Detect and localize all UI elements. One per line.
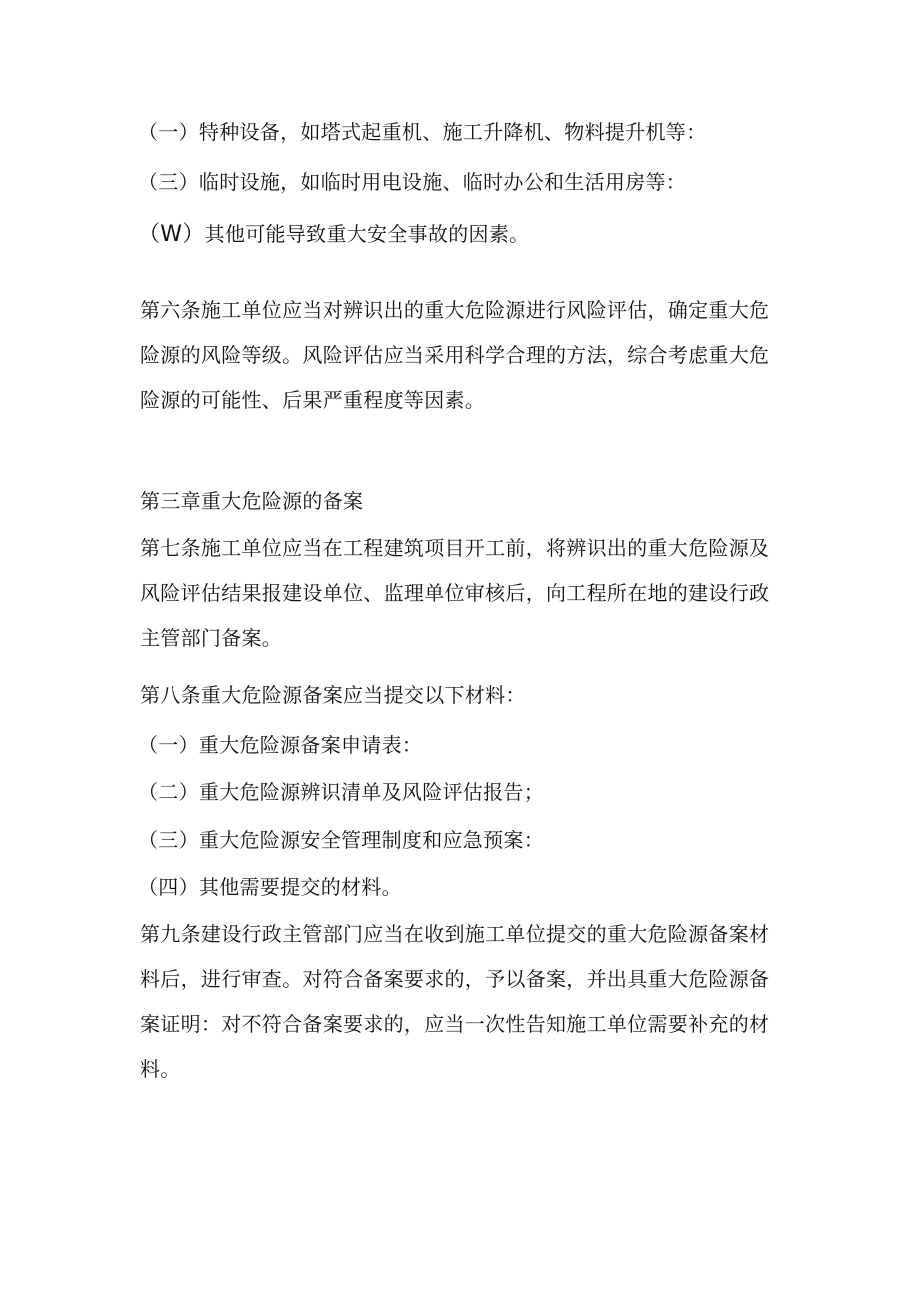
list-item: （三）临时设施，如临时用电设施、临时办公和生活用房等： [138, 170, 687, 194]
paragraph-line: 险源的风险等级。风险评估应当采用科学合理的方法，综合考虑重大危 [140, 343, 770, 367]
article-7-paragraph [140, 526, 780, 661]
article-6-paragraph [140, 288, 780, 423]
paragraph-line: 料后，进行审查。对符合备案要求的，予以备案，并出具重大危险源备 [140, 967, 770, 991]
paragraph-line: 第九条建设行政主管部门应当在收到施工单位提交的重大危险源备案材 [140, 922, 770, 946]
article-8-heading: 第八条重大危险源备案应当提交以下材料： [140, 683, 526, 707]
list-item: （三）重大危险源安全管理制度和应急预案： [138, 828, 544, 852]
chapter-3-title: 第三章重大危险源的备案 [140, 489, 364, 513]
paragraph-line: 第六条施工单位应当对辨识出的重大危险源进行风险评估，确定重大危 [140, 298, 770, 322]
paragraph-line: 风险评估结果报建设单位、监理单位审核后，向工程所在地的建设行政 [140, 581, 770, 605]
paragraph-line: 第七条施工单位应当在工程建筑项目开工前，将辨识出的重大危险源及 [140, 536, 770, 560]
article-9-paragraph [140, 912, 780, 1092]
list-item: （一）重大危险源备案申请表： [138, 733, 423, 757]
paragraph-line: 料。 [140, 1057, 181, 1081]
list-item-prefix: （W） [138, 222, 205, 247]
list-item-w [138, 222, 529, 247]
list-item: （一）特种设备，如塔式起重机、施工升降机、物料提升机等： [138, 120, 707, 144]
list-item-text: 其他可能导致重大安全事故的因素。 [204, 222, 530, 246]
paragraph-line: 险源的可能性、后果严重程度等因素。 [140, 388, 486, 412]
list-item: （四）其他需要提交的材料。 [138, 875, 402, 899]
list-item: （二）重大危险源辨识清单及风险评估报告； [138, 780, 544, 804]
paragraph-line: 案证明：对不符合备案要求的，应当一次性告知施工单位需要补充的材 [140, 1012, 770, 1036]
paragraph-line: 主管部门备案。 [140, 626, 283, 650]
